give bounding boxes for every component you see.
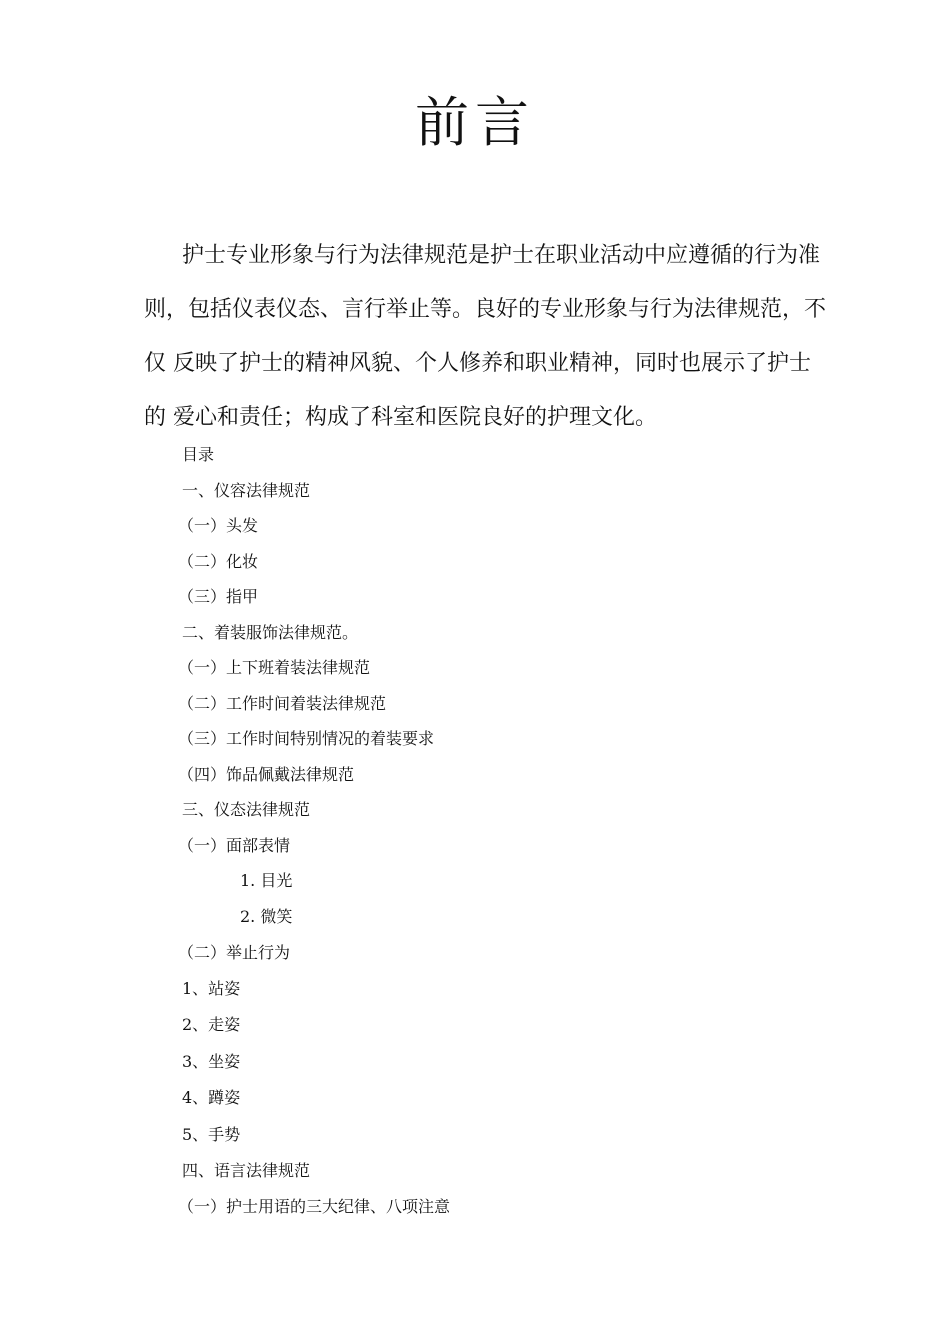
toc-item: （二）工作时间着装法律规范	[178, 693, 387, 713]
toc-item: 1、站姿	[182, 978, 241, 998]
toc-item: （一）面部表情	[178, 835, 291, 855]
toc-item: （二）举止行为	[178, 943, 291, 962]
toc-item: 二、着装服饰法律规范。	[182, 622, 359, 642]
toc-item: 一、仪容法律规范	[182, 480, 311, 500]
toc-item: （四）饰品佩戴法律规范	[178, 764, 355, 784]
intro-paragraph	[144, 229, 827, 445]
toc-item: （一）上下班着装法律规范	[178, 658, 371, 677]
toc-item: （一）头发	[178, 516, 259, 535]
page-title: 前言	[415, 91, 535, 154]
toc-item: 2. 微笑	[240, 907, 293, 926]
toc-item: 2、走姿	[182, 1015, 241, 1034]
intro-line: 则，包括仪表仪态、言行举止等。良好的专业形象与行为法律规范，不	[144, 297, 827, 322]
toc-item: （三）工作时间特别情况的着装要求	[178, 729, 435, 748]
toc-item: 3、坐姿	[182, 1051, 241, 1071]
toc-heading: 目录	[182, 445, 215, 464]
toc-item: 三、仪态法律规范	[182, 800, 311, 819]
table-of-contents	[178, 437, 782, 1224]
intro-line: 的 爱心和责任；构成了科室和医院良好的护理文化。	[144, 405, 657, 430]
intro-line: 护士专业形象与行为法律规范是护士在职业活动中应遵循的行为准	[182, 243, 821, 268]
toc-item: （一）护士用语的三大纪律、八项注意	[178, 1196, 451, 1216]
toc-item: （二）化妆	[178, 551, 259, 571]
toc-item: 1. 目光	[240, 871, 293, 890]
toc-item: 5、手势	[182, 1124, 241, 1144]
toc-item: 4、蹲姿	[182, 1088, 241, 1107]
toc-item: 四、语言法律规范	[182, 1161, 311, 1180]
toc-item: （三）指甲	[178, 587, 259, 606]
intro-line: 仅 反映了护士的精神风貌、个人修养和职业精神，同时也展示了护士	[144, 351, 811, 376]
